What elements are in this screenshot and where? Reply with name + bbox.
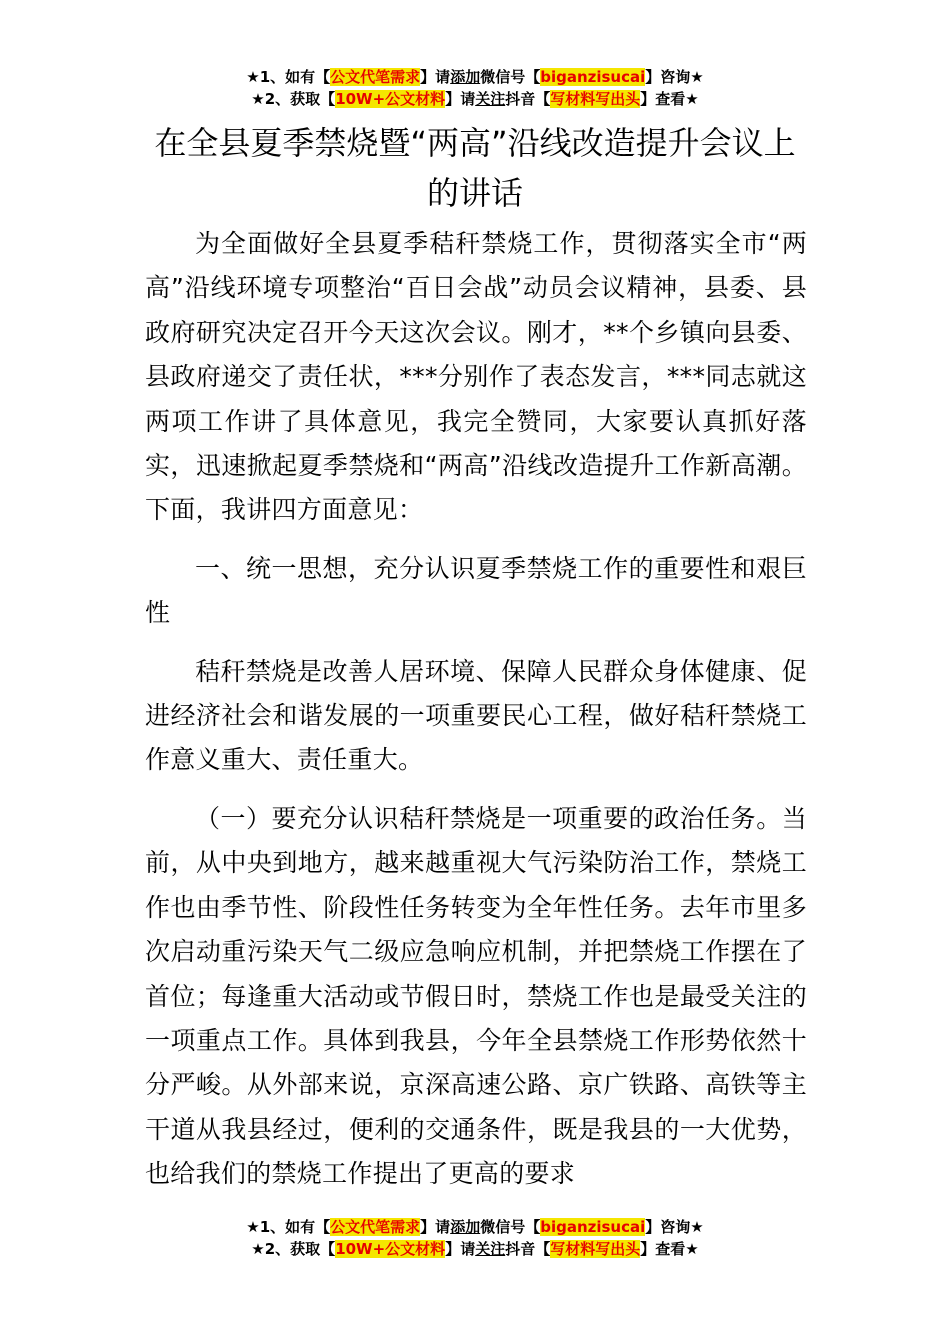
document-title: 在全县夏季禁烧暨“两高”沿线改造提升会议上的讲话 [154,124,796,212]
promo-line-2: ★2、获取【10W+公文材料】请关注抖音【写材料写出头】查看★ [251,90,699,108]
promo-line-1: ★1、如有【公文代笔需求】请添加微信号【biganzisucai】咨询★ [246,1218,704,1236]
promo-banner-top [0,66,950,110]
paragraph-subsection-1: （一）要充分认识秸秆禁烧是一项重要的政治任务。当前，从中央到地方，越来越重视大气污染防治工作，禁烧工作也由季节性、阶段性任务转变为全年性任务。去年市里多次启动重污染天气二级应急响应机制，并把禁烧工作摆在了首位；每逢重大活动或节假日时，禁烧工作也是最受关注的一项重点工作。具体到我县，今年全县禁烧工作形势依然十分严峻。从外部来说，京深高速公路、京广铁路、高铁等主干道从我县经过，便利的交通条件，既是我县的一大优势，也给我们的禁烧工作提出了更高的要求 [145,803,807,1189]
paragraph-significance: 秸秆禁烧是改善人居环境、保障人民群众身体健康、促进经济社会和谐发展的一项重要民心工程，做好秸秆禁烧工作意义重大、责任重大。 [145,656,807,775]
highlight-douyin: 写材料写出头 [550,90,641,108]
highlight-service: 公文代笔需求 [330,1218,421,1236]
paragraph-intro: 为全面做好全县夏季秸秆禁烧工作，贯彻落实全市“两高”沿线环境专项整治“百日会战”动员会议精神，县委、县政府研究决定召开今天这次会议。刚才，**个乡镇向县委、县政府递交了责任状，***分别作了表态发言，***同志就这两项工作讲了具体意见，我完全赞同，大家要认真抓好落实，迅速掀起夏季禁烧和“两高”沿线改造提升工作新高潮。下面，我讲四方面意见： [145,229,807,525]
highlight-service: 公文代笔需求 [330,68,421,86]
highlight-douyin: 写材料写出头 [550,1240,641,1258]
document-body [145,222,807,1198]
highlight-materials: 10W+公文材料 [335,1240,446,1258]
promo-banner-bottom [0,1216,950,1260]
promo-line-1: ★1、如有【公文代笔需求】请添加微信号【biganzisucai】咨询★ [246,68,704,86]
highlight-wechat-id: biganzisucai [540,68,646,86]
promo-line-2: ★2、获取【10W+公文材料】请关注抖音【写材料写出头】查看★ [251,1240,699,1258]
section-heading-1: 一、统一思想，充分认识夏季禁烧工作的重要性和艰巨性 [145,553,807,628]
highlight-wechat-id: biganzisucai [540,1218,646,1236]
highlight-materials: 10W+公文材料 [335,90,446,108]
